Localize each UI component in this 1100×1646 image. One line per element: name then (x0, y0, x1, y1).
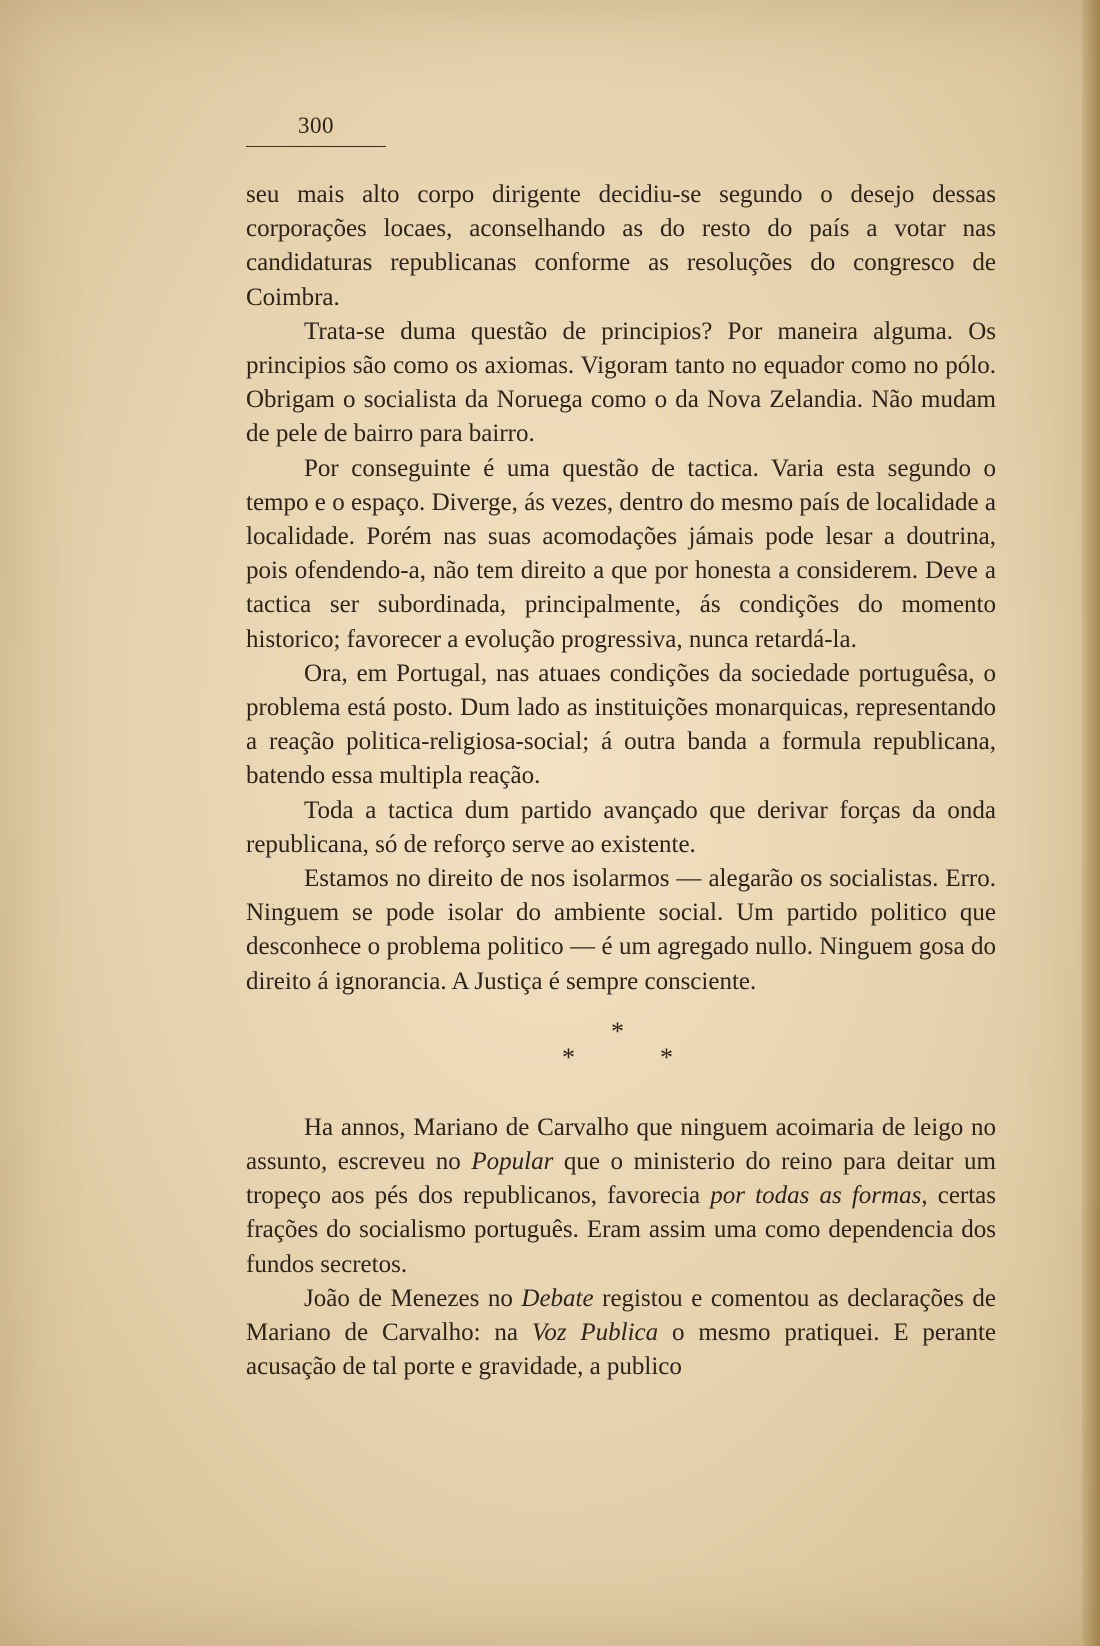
asterisk-right: * (660, 1042, 673, 1072)
page-body (246, 178, 996, 1385)
paragraph-6: Estamos no direito de nos isolarmos — alegarão os socialistas. Erro. Ninguem se pode isolar do ambiente social. Um partido politico que desconhece o problema politico — é um agregado nullo. Ninguem gosa do direito á ignorancia. A Justiça é sempre consciente. (246, 865, 996, 995)
paragraph-2: Trata-se duma questão de principios? Por maneira alguma. Os principios são como os axiomas. Vigoram tanto no equador como no pólo. Obrigam o socialista da Noruega como o da Nova Zelandia. Não mudam de pele de bairro para bairro. (246, 317, 996, 448)
page-header (246, 112, 386, 147)
paragraph-5: Toda a tactica dum partido avançado que derivar forças da onda republicana, só de reforço serve ao existente. (246, 796, 996, 858)
newspaper-title-voz-publica: Voz Publica (531, 1319, 659, 1347)
newspaper-title-debate: Debate (521, 1284, 594, 1312)
paragraph-1: seu mais alto corpo dirigente decidiu-se segundo o desejo dessas corporações locaes, aconselhando as do resto do país a votar nas candidaturas republicanas conforme as resoluções do congresco de Coimbra. (246, 181, 996, 311)
paragraph-7-part-2: que o ministerio do reino para deitar um tropeço aos pés dos republicanos, favorecia (246, 1148, 996, 1210)
page-number: 300 (298, 113, 334, 138)
paragraph-3: Por conseguinte é uma questão de tactica. Varia esta segundo o tempo e o espaço. Diverge, ás vezes, dentro do mesmo país de localidade a localidade. Porém nas suas acomodações jámais pode lesar a doutrina, pois ofendendo-a, não tem direito a que por honesta a considerem. Deve a tactica ser subordinada, principalmente, ás condições do momento historico; favorecer a evolução progressiva, nunca retardá-la. (246, 454, 996, 653)
paragraph-7-part-3: , certas frações do socialismo português. Eram assim uma como dependencia dos fundos secretos. (246, 1182, 997, 1278)
paragraph-4: Ora, em Portugal, nas atuaes condições da sociedade portuguêsa, o problema está posto. Dum lado as instituições monarquicas, representando a reação politica-religiosa-social; á outra banda a formula republicana, batendo essa multipla reação. (246, 659, 996, 790)
paragraph-7-part-1: Ha annos, Mariano de Carvalho que ninguem acoimaria de leigo no assunto, escreveu no (246, 1113, 996, 1176)
paragraph-8-part-2: registou e comentou as declarações de Mariano de Carvalho: na (246, 1284, 996, 1347)
page-edge-shadow (1082, 0, 1100, 1646)
paragraph-7 (246, 1111, 996, 1282)
asterisk-top: * (611, 1016, 624, 1046)
newspaper-title-popular: Popular (471, 1148, 554, 1176)
paragraph-8-part-1: João de Menezes no (304, 1284, 522, 1312)
section-separator (246, 1016, 996, 1075)
italic-phrase-por-todas: por todas as formas (710, 1182, 922, 1210)
paragraph-8-part-3: o mesmo pratiquei. E perante acusação de tal porte e gravidade, a publico (246, 1319, 996, 1381)
header-rule (246, 146, 386, 147)
paragraph-8 (246, 1282, 996, 1385)
asterisk-left: * (562, 1042, 575, 1072)
